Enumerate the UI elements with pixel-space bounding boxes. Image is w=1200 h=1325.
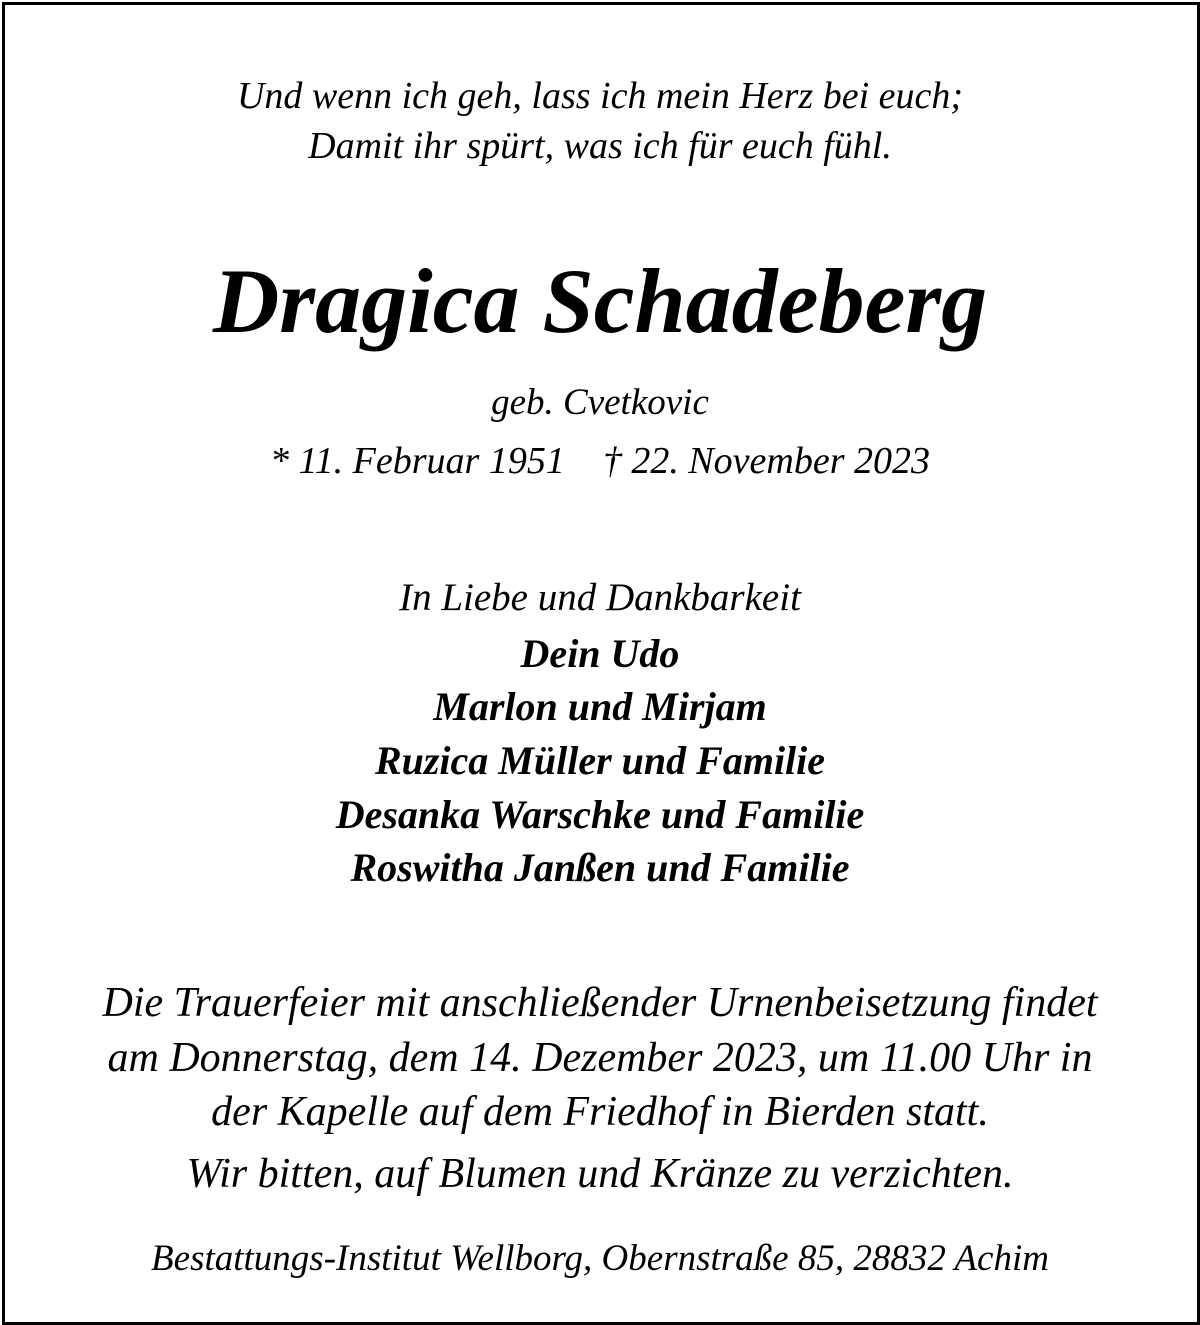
poem-line-1: Und wenn ich geh, lass ich mein Herz bei euch; xyxy=(236,75,964,117)
service-line-1: Die Trauerfeier mit anschließender Urnenbeisetzung findet xyxy=(102,980,1098,1026)
funeral-home: Bestattungs-Institut Wellborg, Obernstraße 85, 28832 Achim xyxy=(151,1238,1049,1279)
flowers-request: Wir bitten, auf Blumen und Kränze zu verzichten. xyxy=(186,1151,1014,1197)
death-date: † 22. November 2023 xyxy=(602,440,931,482)
mourner-name: Roswitha Janßen und Familie xyxy=(350,845,850,890)
poem-line-2: Damit ihr spürt, was ich für euch fühl. xyxy=(308,125,892,167)
birth-date: * 11. Februar 1951 xyxy=(269,440,565,482)
service-line-3: der Kapelle auf dem Friedhof in Bierden statt. xyxy=(211,1089,989,1135)
mourner-name: Ruzica Müller und Familie xyxy=(374,738,826,783)
mourner-name: Marlon und Mirjam xyxy=(433,684,767,729)
mourner-name: Dein Udo xyxy=(520,631,680,676)
maiden-name: geb. Cvetkovic xyxy=(491,382,709,423)
mourner-name: Desanka Warschke und Familie xyxy=(335,792,865,837)
life-dates xyxy=(0,442,1200,480)
deceased-name: Dragica Schadeberg xyxy=(212,250,988,352)
mourners-intro: In Liebe und Dankbarkeit xyxy=(399,576,801,619)
service-line-2: am Donnerstag, dem 14. Dezember 2023, um 11.00 Uhr in xyxy=(107,1035,1093,1081)
